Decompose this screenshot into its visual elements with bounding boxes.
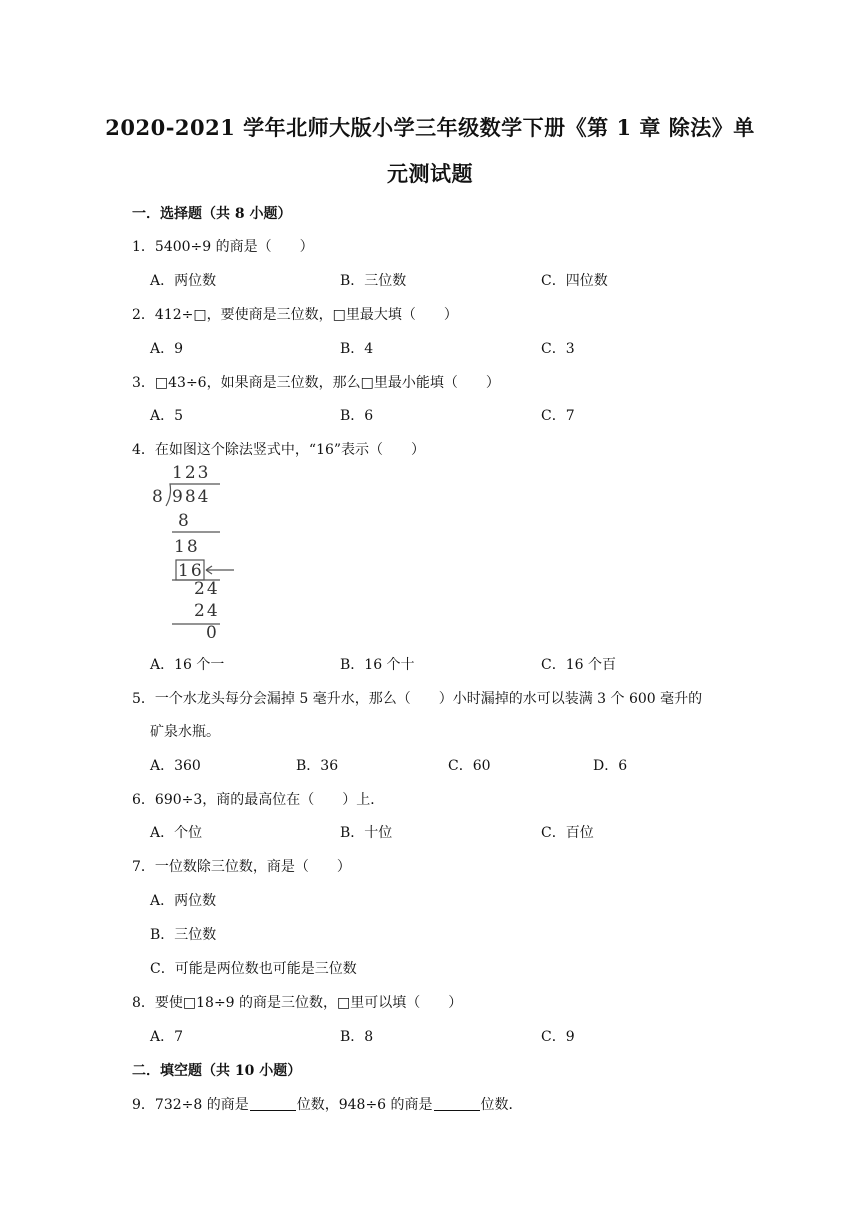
answer-blank-2[interactable]: [434, 1096, 480, 1111]
q3-option-c: C．7: [541, 408, 575, 424]
q9-text-part3: 位数．: [480, 1097, 523, 1113]
q5-option-c: C．60: [448, 758, 491, 774]
q3-option-b: B．6: [340, 408, 374, 424]
q3-option-a: A．5: [150, 408, 184, 424]
long-division-figure: [150, 462, 240, 644]
q6-option-c: C．百位: [541, 825, 594, 841]
answer-blank-1[interactable]: [250, 1096, 296, 1111]
quotient-digits: 123: [172, 463, 211, 483]
q6-option-a: A．个位: [150, 825, 203, 841]
q4-option-c: C．16 个百: [541, 657, 616, 673]
q8-option-c: C．9: [541, 1029, 575, 1045]
question-6: 6．690÷3，商的最高位在（ ）上．: [132, 792, 385, 808]
question-5: 5．一个水龙头每分会漏掉 5 毫升水，那么（ ）小时漏掉的水可以装满 3 个 600 毫升的: [132, 691, 703, 707]
q1-option-a: A．两位数: [150, 273, 217, 289]
q1-option-c: C．四位数: [541, 273, 608, 289]
q7-option-b: B．三位数: [150, 927, 217, 943]
q9-text-part2: 位数，948÷6 的商是: [296, 1097, 433, 1113]
section-heading-choice: 一．选择题（共 8 小题）: [132, 206, 292, 222]
section-heading-fill-in: 二．填空题（共 10 小题）: [132, 1063, 302, 1079]
question-4: 4．在如图这个除法竖式中，“16”表示（ ）: [132, 442, 426, 458]
question-1: 1．5400÷9 的商是（ ）: [132, 239, 314, 255]
page-title-line1: 2020-2021 学年北师大版小学三年级数学下册《第 1 章 除法》单: [105, 115, 755, 140]
q2-option-b: B．4: [340, 341, 374, 357]
q7-option-a: A．两位数: [150, 893, 217, 909]
question-3: 3．□43÷6，如果商是三位数，那么□里最小能填（ ）: [132, 375, 500, 391]
question-8: 8．要使□18÷9 的商是三位数，□里可以填（ ）: [132, 995, 463, 1011]
step-row-5: 24: [194, 601, 220, 621]
step-row-2: 18: [174, 537, 200, 557]
step-row-6: 0: [206, 623, 217, 643]
q9-text-part1: 9．732÷8 的商是: [132, 1097, 249, 1113]
q5-option-d: D．6: [593, 758, 628, 774]
step-row-3: 16: [178, 561, 204, 581]
question-7: 7．一位数除三位数，商是（ ）: [132, 859, 351, 875]
q4-option-a: A．16 个一: [150, 657, 225, 673]
divisor-digit: 8: [152, 487, 163, 507]
dividend-digits: 984: [172, 487, 211, 507]
step-row-4: 24: [194, 579, 220, 599]
q4-option-b: B．16 个十: [340, 657, 415, 673]
page-title-line2: 元测试题: [387, 161, 473, 186]
question-9: [132, 1094, 523, 1114]
q5-option-b: B．36: [296, 758, 339, 774]
q7-option-c: C．可能是两位数也可能是三位数: [150, 961, 357, 977]
q8-option-b: B．8: [340, 1029, 374, 1045]
q2-option-c: C．3: [541, 341, 575, 357]
q5-option-a: A．360: [150, 758, 201, 774]
q2-option-a: A．9: [150, 341, 184, 357]
step-row-1: 8: [178, 511, 189, 531]
q8-option-a: A．7: [150, 1029, 184, 1045]
question-5-continued: 矿泉水瓶。: [150, 724, 220, 740]
q6-option-b: B．十位: [340, 825, 393, 841]
question-2: 2．412÷□，要使商是三位数，□里最大填（ ）: [132, 307, 458, 323]
q1-option-b: B．三位数: [340, 273, 407, 289]
